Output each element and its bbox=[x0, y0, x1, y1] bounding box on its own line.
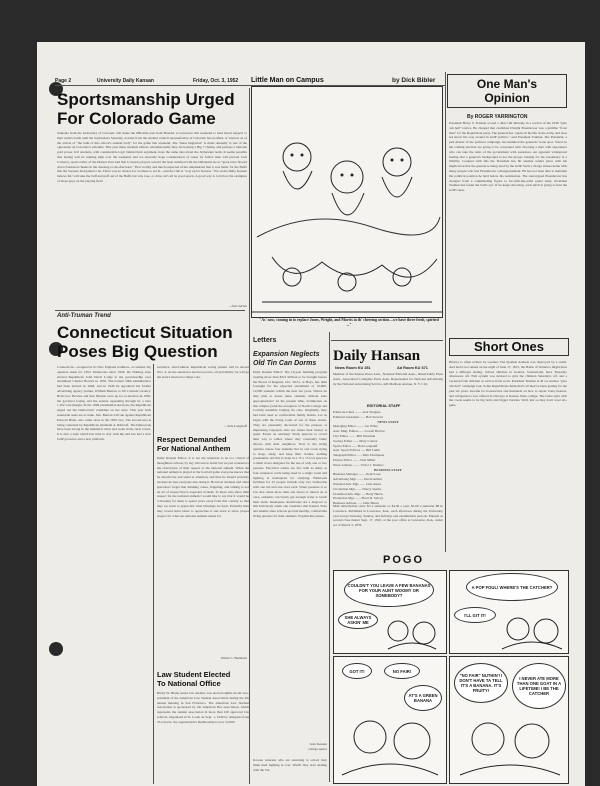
cartoon-title: Little Man on Campus bbox=[251, 77, 324, 84]
staff-line: Business Manager ........ Pearl Lees bbox=[333, 472, 381, 477]
connecticut-body-continued: servative, anti-Truman, Republican voting pattern will be shown Nov. 4. As the senatorial election proves, all probability we will go the state's electoral college vote. bbox=[157, 365, 249, 379]
connecticut-headline: Connecticut Situation Poses Big Question bbox=[57, 323, 233, 361]
pogo-panel-3 bbox=[333, 656, 447, 784]
cartoon-caption: "As' now, coming in to replace Jones, Wright, and Morris in th' cheering section—we have three fresh, spirited ..." bbox=[259, 318, 439, 327]
staff-line: Promotion Mgr. ...... Ebert D. Sylvey bbox=[333, 496, 384, 501]
cartoon-drawing bbox=[252, 87, 442, 317]
law-student-headline: Law Student Elected To National Office bbox=[157, 670, 231, 688]
pogo-panel-4-drawing bbox=[458, 713, 562, 779]
short-ones-body: History is often written by weather. The Spanish Armada was destroyed by a storm. And had it not rained on the night of June 17, 1815, the Battle of Waterloo might have had a different ending. School children in Geneva, Switzerland, have Thursday afternoons off. This system was devised to give the children Saturdays off, and a vacation from children as well as from work. President Truman is all on another "give 'em hell" campaign tour. Some Republicans think that's all they've been getting for the past six years. Income for housewives and husbands on how to repair irons, heaters, and refrigerators was offered in Chicago at Kansas State college. The latest style with the coeds seems to be big bolts and bigger buckles. Well, just so they don't wear six-guns. bbox=[449, 360, 567, 408]
masthead-staff-list bbox=[333, 410, 443, 506]
connecticut-signature: —Jack Langstaff bbox=[223, 424, 247, 428]
respect-headline: Respect Demanded For National Anthem bbox=[157, 435, 231, 453]
staff-line: Telegraph Editor ...... Max Thompson bbox=[333, 453, 385, 458]
column-rule bbox=[249, 88, 250, 784]
pogo-panel-3-drawing bbox=[340, 713, 440, 779]
connecticut-body: Connecticut—wrapped in its New England tradition—is another big question mark for 1952. Democrats since 1936, the Nutmeg state elected Republican John Davis Lodge to the governorship over incumbent Chester Bowles in 1950. The bolters' OPA administrator had been elected in 1948, and in 1949 he appointed his former advertising agency partner, William Benton, to fill a Senate vacancy. Both Gov. Bowles and Sen. Benton were up for re-election in 1950, the governor losing, and the senator squeaking through by a bare 1,102 vote margin. In the 1948 presidential elections, the Republican edged out the Democratic candidate on the state. This year both senatorial seats are at stake. Sen. Benton will run against Republican Prescott Bush, who came close in the 1950 race. The second seat is being contested by Republican Abraham A. Ribicoff. The Democrats have been strong in the industrial cities and weak in the rural towns. It is also a state which has tried to stay with Ike and has had a new GOP governor and a new platform. bbox=[57, 365, 151, 441]
law-student-body: Henry W. Blum, senior law student, was elected eighth circuit vice-president of the American Law Student Association during the 4th annual meeting in San Francisco. The American Law Student association is sponsored by the American Bar association, which represents the student association in more than 100 approved law schools. Organized in St. Louis on Sept. 1, 1949 by delegates from 45 schools, the organization's membership is now 22,000. bbox=[157, 691, 249, 724]
short-ones-title: Short Ones bbox=[449, 338, 569, 356]
staff-line: National Adv. Mgr. ...... Chet Akers bbox=[333, 481, 382, 486]
pogo-panel-3-bubble-2: NO FAIR! bbox=[384, 663, 420, 679]
paper-name: University Daily Kansan bbox=[97, 78, 154, 84]
staff-line: City Editor ........ Phil Newman bbox=[333, 433, 376, 438]
pogo-panel-1-drawing bbox=[384, 615, 440, 651]
staff-line: News Adviser ........ Victor J. Danilov bbox=[333, 462, 384, 467]
pogo-panel-2-bubble-1: A POP FOUL! WHERE'S THE CATCHER? bbox=[466, 573, 558, 601]
pogo-panel-4-bubble-1: "NO FAIR" NUTHIN'! I DON'T HAVE TA TELL IT'S A BANANA. IT'S FRUITY! bbox=[454, 663, 508, 703]
section-rule bbox=[55, 310, 245, 311]
pogo-panel-1-bubble-1: COULDN'T YOU LEAVE A FEW BANANAS FOR YOUR AUNT WOOMY OR SOMEBODY? bbox=[344, 573, 434, 607]
letters-body: Daily Kansan Editor: The 10-year building program totaling more than $321 million to be brought before the Board of Regents, Oct. 30-31, at Hays, has little foresight for the expected enrollment of 10,000-12,000 students within the next ten years. Where do they plan to house these students without state appropriations? At the present time, dormitories on this campus (with the exception of North College and Corbin) resemble lodging tin cans. Originally, they had been used as comfortable family homes. Let us begin with the living room of one of these dorms. They are pleasantly decorated for the purpose of impressing taxpayers who see where their money is spent. Easier on relaxing? Study purpose to crowd their way to tables where they constantly bump elbows with their neighbors. Now to the living quarters where four students live in one room trying to sleep, study, and keep their clothes, nothing presentable. All this is done in a 15 x 15 foot space in a small closet designed for the use of only one or two persons. Electrical outlets are few with as many as four extension cords being used in a single room and lighting is inadequate for studying. Bathroom facilities for 25 people include only two bathrooms with one tub and one stool each. Water pressure is so low that when more than one faucet is turned on at once, residents can barely get enough water to brush their teeth. Inadequate dormitories are a disgrace to this University when one considers that Kansas State and smaller state schools provide healthy, comfortable living quarters for their students. Explain this please. bbox=[253, 370, 327, 518]
pogo-panel-2-bubble-2: I'LL GIT IT! bbox=[454, 607, 496, 623]
masthead-news-room: News Room KU 251 bbox=[335, 366, 371, 370]
sportsmanship-signature: —Don Sarten bbox=[228, 304, 247, 308]
staff-line: Classified Adv. Mgr. .... Betty Harris bbox=[333, 491, 383, 496]
sportsmanship-body: Students from the University of Colorado will make the 600-mile trek from Boulder to Lawrence this weekend to lend moral support to their team's battle with the Jayhawkers Saturday. A letter from the student council representative of Colorado has notified, or warned, us of the arrival of "the bulk of this school's student body" for the game this weekend. The "mass migration" is made annually to one of the opponents on Colorado's schedule. This year these students believe wholeheartedly they are hosting a Big 7 champ, and perhaps a national gold power. KU students, with considerable logic behind their argument, have the same idea about the Jayhawker team. It seems possible that feeling will be running high over the weekend, and we sincerely hope consideration of cause for fellow man will prevail. Jack Carberry, sports editor of the Denver Post said that Colorado players weren't the least satisfied with the Oklahoma tie as "great tears flowed down frustrated cheeks in the dressing room afterward." That worthy and much respected writer emphasized that it was better for the Buffs that the Sooners had gained a tie. There was no chance for coolness to set in—and the club is "way up for Kansas." We on the Daily Kansan believe KU will take the buff and puff out of the Buffs but win, lose, or draw, let's all be good sports. A good way is to follow the examples of those guys on the playing field. bbox=[57, 131, 247, 183]
staff-line: Asst. Sports Editors ..... Bill Lamb bbox=[333, 448, 380, 453]
staff-line: Sports Editor ...... Bob Longstaff bbox=[333, 443, 378, 448]
staff-line: Picture Editor ........ Don Miller bbox=[333, 457, 376, 462]
anti-truman-label: Anti-Truman Trend bbox=[57, 313, 111, 319]
column-rule bbox=[153, 364, 154, 784]
pogo-panel-3-bubble-1: GOT IT! bbox=[342, 663, 372, 679]
pogo-panel-4-bubble-2: I NEVER ATE MORE THAN ONE GOAT IN A LIFETIME! I BE THE CATCHER bbox=[512, 663, 566, 709]
letters-label: Letters bbox=[253, 337, 277, 344]
pogo-panel-1 bbox=[333, 570, 447, 654]
staff-line: Editor-in-Chief ........ Jack Sturgess bbox=[333, 410, 381, 414]
staff-line: Society Editor ...... Mary Connor bbox=[333, 438, 378, 443]
letters-signature: Jean Keenan college senior bbox=[308, 742, 327, 751]
business-staff-label: BUSINESS STAFF bbox=[374, 467, 402, 472]
respect-body: Daily Kansan Editor: It is not my intention to be too critical of thoughtless actions, by any who know better but we just returned to the observance of their respect to the national anthem. When the national anthem is played at the football game everyone knows that he should rise and stand at attention, and then he should probably because he sees everyone else doing it. However students and other spectators forget that drinking cokes, fidgeting, and talking is not an act of respect that is expected of them. To those who show little respect for the national anthem I would like to say that it would be a blessing for them to spend years away from this country so that they too learn to appreciate what blessings we have. Probably then they would learn better to appreciate it and learn to show proper respect for what our national anthem stands for. bbox=[157, 456, 249, 518]
cartoon-panel bbox=[251, 86, 443, 318]
staff-line: Business Adviser ...... Dale Hearn bbox=[333, 501, 379, 506]
pogo-panel-2-drawing bbox=[500, 611, 564, 651]
issue-date: Friday, Oct. 3, 1952 bbox=[193, 78, 239, 84]
column-rule bbox=[445, 72, 446, 552]
masthead-ad-room: Ad Room KU 371 bbox=[397, 366, 428, 370]
editorial-staff-label: EDITORIAL STAFF bbox=[367, 404, 401, 408]
masthead-top-rule bbox=[331, 340, 443, 341]
staff-line: Advertising Mgr. ....... David Arthur bbox=[333, 477, 382, 482]
opinion-byline: By ROGER YARRINGTON bbox=[467, 114, 528, 120]
sportsmanship-headline: Sportsmanship Urged For Colorado Game bbox=[57, 90, 235, 128]
pogo-panel-3-bubble-3: AT'S A GREEN BANANA bbox=[404, 685, 442, 711]
column-rule bbox=[329, 332, 330, 782]
staff-line: Editorial Assistants ...... Bob Stewart bbox=[333, 414, 383, 419]
pogo-panel-4 bbox=[449, 656, 569, 784]
page-number: Page 2 bbox=[55, 78, 72, 84]
pogo-title: POGO bbox=[383, 554, 425, 566]
masthead-title: Daily Hansan bbox=[333, 348, 421, 364]
pogo-panel-1-bubble-2: SHE ALWAYS ASKIN' ME bbox=[338, 611, 378, 629]
pogo-panel-2 bbox=[449, 570, 569, 654]
newspaper-page bbox=[37, 42, 585, 786]
letters-headline: Expansion Neglects Old Tin Can Dorms bbox=[253, 351, 320, 367]
respect-signature: Walter C. Burkholz bbox=[220, 656, 247, 660]
staff-line: Circulation Mgr. ...... Nancy Sparks bbox=[333, 486, 382, 491]
opinion-body: President Harry S. Truman scored a direct hit Monday in a revival of his 1948 "give 'em hell" tactics. He charged that candidate Dwight Eisenhower was a gullible "front man" for the Republican party. The general has "spent all his life in the Army and does not know his way around in GOP politics," said President Truman. The President, a past-master of the political campaign, has thumbed the general's worst spot. Voters in the coming election are going to be concerned with choosing a man with experience who can take the reins of the government with assurance. An apparent widespread feeling that a general's background is not the proper training for the presidency is a liability. Coupled with this the President has hit another tender place with his implication that the general is being used by the GOP. Such a charge strikes home with many people who feel Eisenhower a disappointment. He has not been able to maintain the political position he held before his nomination. The stereotyped Eisenhower has changed from a commanding figure to far-with-the-wind grand army. President Truman has found the bull's eye. If he keeps throwing, each pitch is going to hurt the GOP cause. bbox=[449, 121, 567, 193]
staff-line: Asst. Mng. Editors ..... Lowell Barlow bbox=[333, 429, 385, 434]
masthead-subscription: Mail subscription rates: $3 a semester or $4.50 a year. $5.00 a semester $8 in Lawrence. Published in Lawrence, Kan., each afternoon during the University year except Saturday, Sunday, and holidays and examination periods. Entered as second class matter Sept. 17, 1910, at the post office at Lawrence, Kan., under act of March 3, 1879. bbox=[333, 504, 443, 528]
opinion-title-box: One Man's Opinion bbox=[447, 74, 567, 108]
cartoon-byline: by Dick Bibler bbox=[392, 77, 436, 84]
letters-footer-note: Korean veterans who are returning to school may think their fighting is over. Wait'll they start dealing with the VA. bbox=[253, 758, 327, 772]
staff-line: Managing Editor ........ Joe Wiley bbox=[333, 424, 379, 429]
news-staff-label: NEWS STAFF bbox=[377, 419, 399, 424]
masthead-info: Member of the Kansas Press Assn., National Editorial Assn., Inland Daily Press Assn., Associated Collegiate Press Assn. Represented for National Advertising by the National Advertising Service, 420 Madison Avenue, N. Y. City. bbox=[333, 372, 443, 386]
